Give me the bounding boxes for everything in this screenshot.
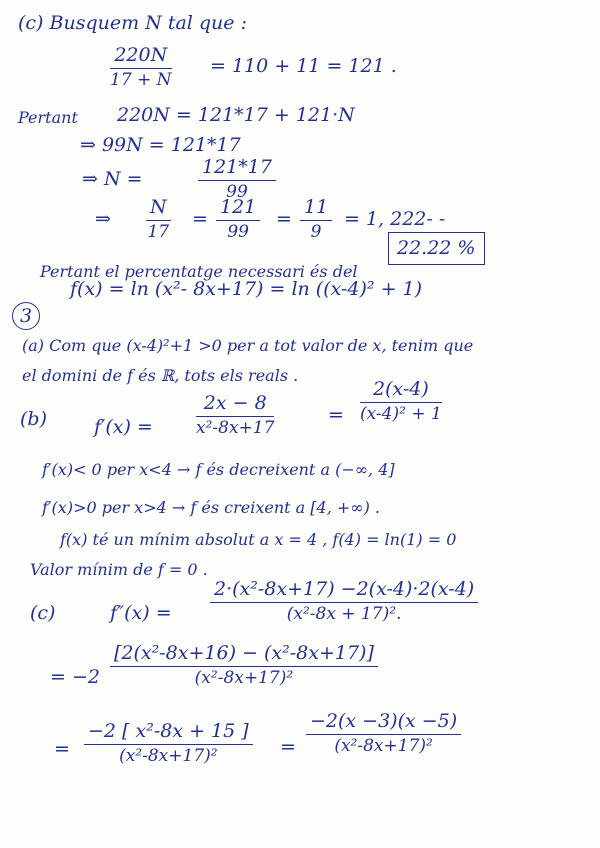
equation-rhs: = 110 + 11 = 121 . [210,55,397,77]
part-a-line: (a) Com que (x-4)²+1 >0 per a tot valor de x, tenim que [22,336,474,355]
fraction-numerator: 2·(x²-8x+17) −2(x-4)·2(x-4) [214,578,475,600]
increasing-line: f′(x)>0 per x>4 → f és creixent a [4, +∞) . [42,498,381,517]
implication-line: ⇒ 99N = 121*17 [80,134,241,156]
fraction-numerator: −2 [ x²-8x + 15 ] [88,720,249,742]
fraction-numerator: 121*17 [202,156,272,178]
problem-number [12,302,40,330]
problem-number-circle: 3 [12,302,40,330]
fraction-denominator: 99 [227,221,249,242]
fraction-numerator: 121 [220,196,257,218]
derivative-label: f′(x) = [94,416,153,438]
fraction-numerator: 2(x-4) [372,378,429,400]
fraction-denominator: x²-8x+17 [196,417,275,438]
fraction-denominator: 9 [310,221,322,242]
implication-arrow: ⇒ [95,208,111,230]
part-c-heading: (c) Busquem N tal que : [18,12,247,34]
fraction-denominator: (x-4)² + 1 [360,403,442,424]
function-definition: f(x) = ln (x²- 8x+17) = ln ((x-4)² + 1) [70,278,423,300]
fraction-11-9 [300,198,332,242]
minimum-value-line: Valor mínim de f = 0 . [30,560,208,579]
pertant-label: Pertant [18,108,78,127]
boxed-answer: 22.22 % [388,232,485,265]
fraction-denominator: (x²-8x+17)² [334,735,433,756]
fraction-121-99 [216,198,260,242]
second-derivative-fraction-2 [110,644,378,688]
fraction-numerator: N [150,196,167,218]
fraction-denominator: 17 + N [110,69,172,90]
equation-line: 220N = 121*17 + 121·N [117,104,355,126]
decimal-result: = 1, 222- - [344,208,446,230]
equals-row-2: = −2 [50,666,100,688]
equals-row-3: = [54,738,70,760]
fraction-numerator: 11 [304,196,329,218]
derivative-fraction [196,394,274,438]
fraction-numerator: 220N [114,44,168,66]
implication-line: ⇒ N = [82,168,143,190]
decreasing-line: f′(x)< 0 per x<4 → f és decreixent a (−∞, 4] [42,460,395,479]
second-derivative-fraction [210,580,478,624]
part-a-line: el domini de f és ℝ, tots els reals . [22,366,299,385]
fraction-n-17 [146,198,171,242]
fraction-numerator: 2x − 8 [203,392,267,414]
fraction-denominator: (x²-8x + 17)². [286,603,402,624]
part-b-label: (b) [20,408,47,430]
minimum-line: f(x) té un mínim absolut a x = 4 , f(4) = ln(1) = 0 [60,530,457,549]
equals-sign: = [328,404,344,426]
fraction-denominator: (x²-8x+17)² [119,745,218,766]
fraction-denominator: 99 [226,181,248,202]
equals-sign: = [192,208,208,230]
fraction-denominator: (x²-8x+17)² [194,667,294,688]
second-derivative-fraction-3 [84,722,253,766]
part-c2-label: (c) [30,602,56,624]
fraction-numerator: [2(x²-8x+16) − (x²-8x+17)] [114,642,374,664]
percent-sentence: Pertant el percentatge necessari és del [40,262,358,281]
second-derivative-factored [306,712,461,756]
equals-sign: = [276,208,292,230]
second-derivative-label: f″(x) = [110,602,172,624]
equals-sign: = [280,736,296,758]
fraction-denominator: 17 [147,221,170,242]
fraction-numerator: −2(x −3)(x −5) [310,710,458,732]
fraction-220n [110,46,172,90]
derivative-fraction-simplified [360,380,442,424]
